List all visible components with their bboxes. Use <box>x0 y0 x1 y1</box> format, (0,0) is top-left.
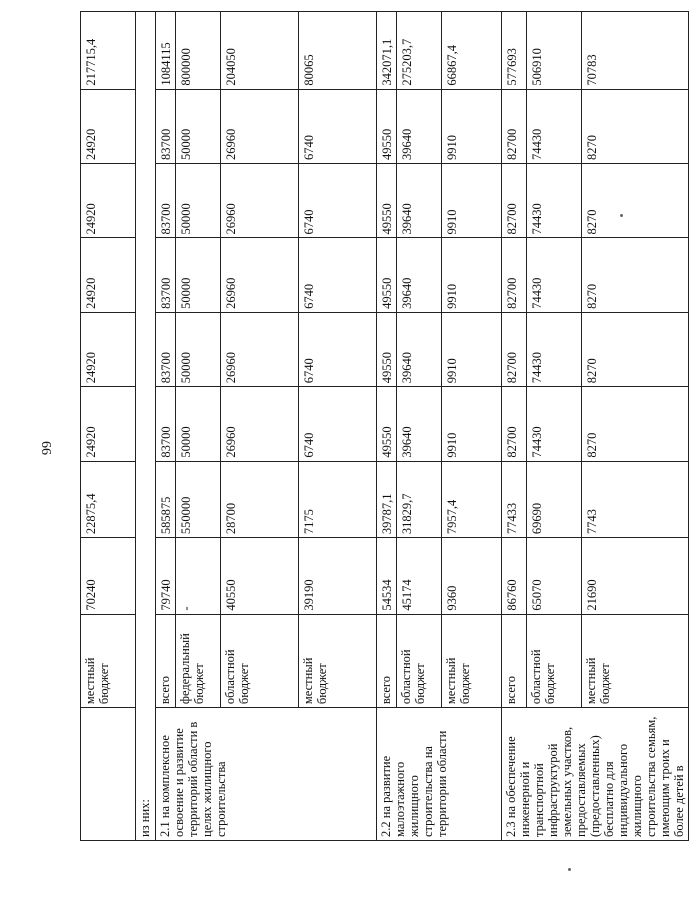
value-cell: 39640 <box>397 238 442 312</box>
group-label-cell: 2.2 на развитие малоэтажного жилищного строительства на территории области <box>377 708 502 841</box>
value-cell: 9910 <box>442 387 502 461</box>
value-cell: 8270 <box>581 164 688 238</box>
value-cell: 82700 <box>502 238 527 312</box>
funding-source-cell: всего <box>377 614 397 708</box>
value-cell: 204050 <box>221 12 299 90</box>
value-cell: 9360 <box>442 538 502 615</box>
table-row <box>81 12 136 841</box>
funding-source-cell: всего <box>502 614 527 708</box>
value-cell: 24920 <box>81 387 136 461</box>
value-cell: 506910 <box>526 12 581 90</box>
value-cell: 74430 <box>526 238 581 312</box>
value-cell: 342071,1 <box>377 12 397 90</box>
value-cell: 50000 <box>176 312 221 386</box>
value-cell: 31829,7 <box>397 461 442 538</box>
group-label-cell: 2.1 на комплексное освоение и развитие территорий области в целях жилищного строительства <box>156 708 377 841</box>
value-cell: 577693 <box>502 12 527 90</box>
value-cell: 217715,4 <box>81 12 136 90</box>
value-cell: 82700 <box>502 312 527 386</box>
funding-source-cell: областной бюджет <box>397 614 442 708</box>
value-cell: 83700 <box>156 238 176 312</box>
value-cell: 83700 <box>156 312 176 386</box>
value-cell: 50000 <box>176 89 221 163</box>
value-cell: 49550 <box>377 89 397 163</box>
scan-speck <box>568 868 571 871</box>
value-cell: 26960 <box>221 312 299 386</box>
value-cell: 6740 <box>299 387 377 461</box>
value-cell: 26960 <box>221 164 299 238</box>
value-cell: 49550 <box>377 164 397 238</box>
value-cell: 9910 <box>442 238 502 312</box>
value-cell: 50000 <box>176 164 221 238</box>
value-cell: 585875 <box>156 461 176 538</box>
value-cell: 39787,1 <box>377 461 397 538</box>
value-cell: - <box>176 538 221 615</box>
value-cell: 8270 <box>581 89 688 163</box>
value-cell: 275203,7 <box>397 12 442 90</box>
row-label-cell <box>81 708 136 841</box>
funding-source-cell: местный бюджет <box>581 614 688 708</box>
value-cell: 50000 <box>176 238 221 312</box>
value-cell: 21690 <box>581 538 688 615</box>
table-row <box>156 12 176 841</box>
value-cell: 26960 <box>221 89 299 163</box>
value-cell: 9910 <box>442 89 502 163</box>
value-cell: 24920 <box>81 164 136 238</box>
value-cell: 8270 <box>581 312 688 386</box>
value-cell: 45174 <box>397 538 442 615</box>
value-cell: 40550 <box>221 538 299 615</box>
funding-source-cell: областной бюджет <box>221 614 299 708</box>
value-cell: 66867,4 <box>442 12 502 90</box>
value-cell: 65070 <box>526 538 581 615</box>
value-cell: 7743 <box>581 461 688 538</box>
rotated-table-container <box>80 11 686 841</box>
value-cell: 83700 <box>156 164 176 238</box>
value-cell: 69690 <box>526 461 581 538</box>
value-cell: 83700 <box>156 387 176 461</box>
table-row <box>377 12 397 841</box>
value-cell: 39640 <box>397 89 442 163</box>
value-cell: 74430 <box>526 164 581 238</box>
funding-source-cell: местный бюджет <box>299 614 377 708</box>
value-cell: 74430 <box>526 387 581 461</box>
value-cell: 49550 <box>377 312 397 386</box>
value-cell: 50000 <box>176 387 221 461</box>
value-cell: 9910 <box>442 164 502 238</box>
value-cell: 82700 <box>502 89 527 163</box>
value-cell: 80065 <box>299 12 377 90</box>
value-cell: 39640 <box>397 387 442 461</box>
funding-source-cell: местный бюджет <box>442 614 502 708</box>
value-cell: 70783 <box>581 12 688 90</box>
value-cell: 7957,4 <box>442 461 502 538</box>
value-cell: 74430 <box>526 89 581 163</box>
value-cell: 9910 <box>442 312 502 386</box>
value-cell: 800000 <box>176 12 221 90</box>
value-cell: 22875,4 <box>81 461 136 538</box>
value-cell: 1084115 <box>156 12 176 90</box>
value-cell: 24920 <box>81 89 136 163</box>
value-cell: 86760 <box>502 538 527 615</box>
value-cell: 49550 <box>377 238 397 312</box>
page-number: 66 <box>38 441 53 455</box>
value-cell: 83700 <box>156 89 176 163</box>
group-label-cell: 2.3 на обеспечение инженерной и транспортной инфраструктурой земельных участков, предоставляемых (предоставленных) бесплатно для индивидуального жилищного строительства семьям, имеющим троих и более детей в <box>502 708 689 841</box>
value-cell: 26960 <box>221 238 299 312</box>
value-cell: 82700 <box>502 387 527 461</box>
value-cell: 24920 <box>81 312 136 386</box>
value-cell: 39190 <box>299 538 377 615</box>
value-cell: 550000 <box>176 461 221 538</box>
value-cell: 49550 <box>377 387 397 461</box>
funding-source-cell: областной бюджет <box>526 614 581 708</box>
value-cell: 79740 <box>156 538 176 615</box>
section-row <box>136 12 156 841</box>
value-cell: 54534 <box>377 538 397 615</box>
value-cell: 8270 <box>581 387 688 461</box>
budget-table <box>80 11 689 841</box>
value-cell: 6740 <box>299 164 377 238</box>
funding-source-cell: местный бюджет <box>81 614 136 708</box>
funding-source-cell: федеральный бюджет <box>176 614 221 708</box>
value-cell: 7175 <box>299 461 377 538</box>
value-cell: 24920 <box>81 238 136 312</box>
value-cell: 6740 <box>299 312 377 386</box>
value-cell: 26960 <box>221 387 299 461</box>
value-cell: 39640 <box>397 312 442 386</box>
funding-source-cell: всего <box>156 614 176 708</box>
value-cell: 70240 <box>81 538 136 615</box>
value-cell: 39640 <box>397 164 442 238</box>
table-row <box>502 12 527 841</box>
value-cell: 28700 <box>221 461 299 538</box>
value-cell: 6740 <box>299 238 377 312</box>
section-label-cell: из них: <box>136 12 156 841</box>
value-cell: 8270 <box>581 238 688 312</box>
scan-speck <box>620 214 623 217</box>
value-cell: 77433 <box>502 461 527 538</box>
value-cell: 82700 <box>502 164 527 238</box>
value-cell: 74430 <box>526 312 581 386</box>
value-cell: 6740 <box>299 89 377 163</box>
